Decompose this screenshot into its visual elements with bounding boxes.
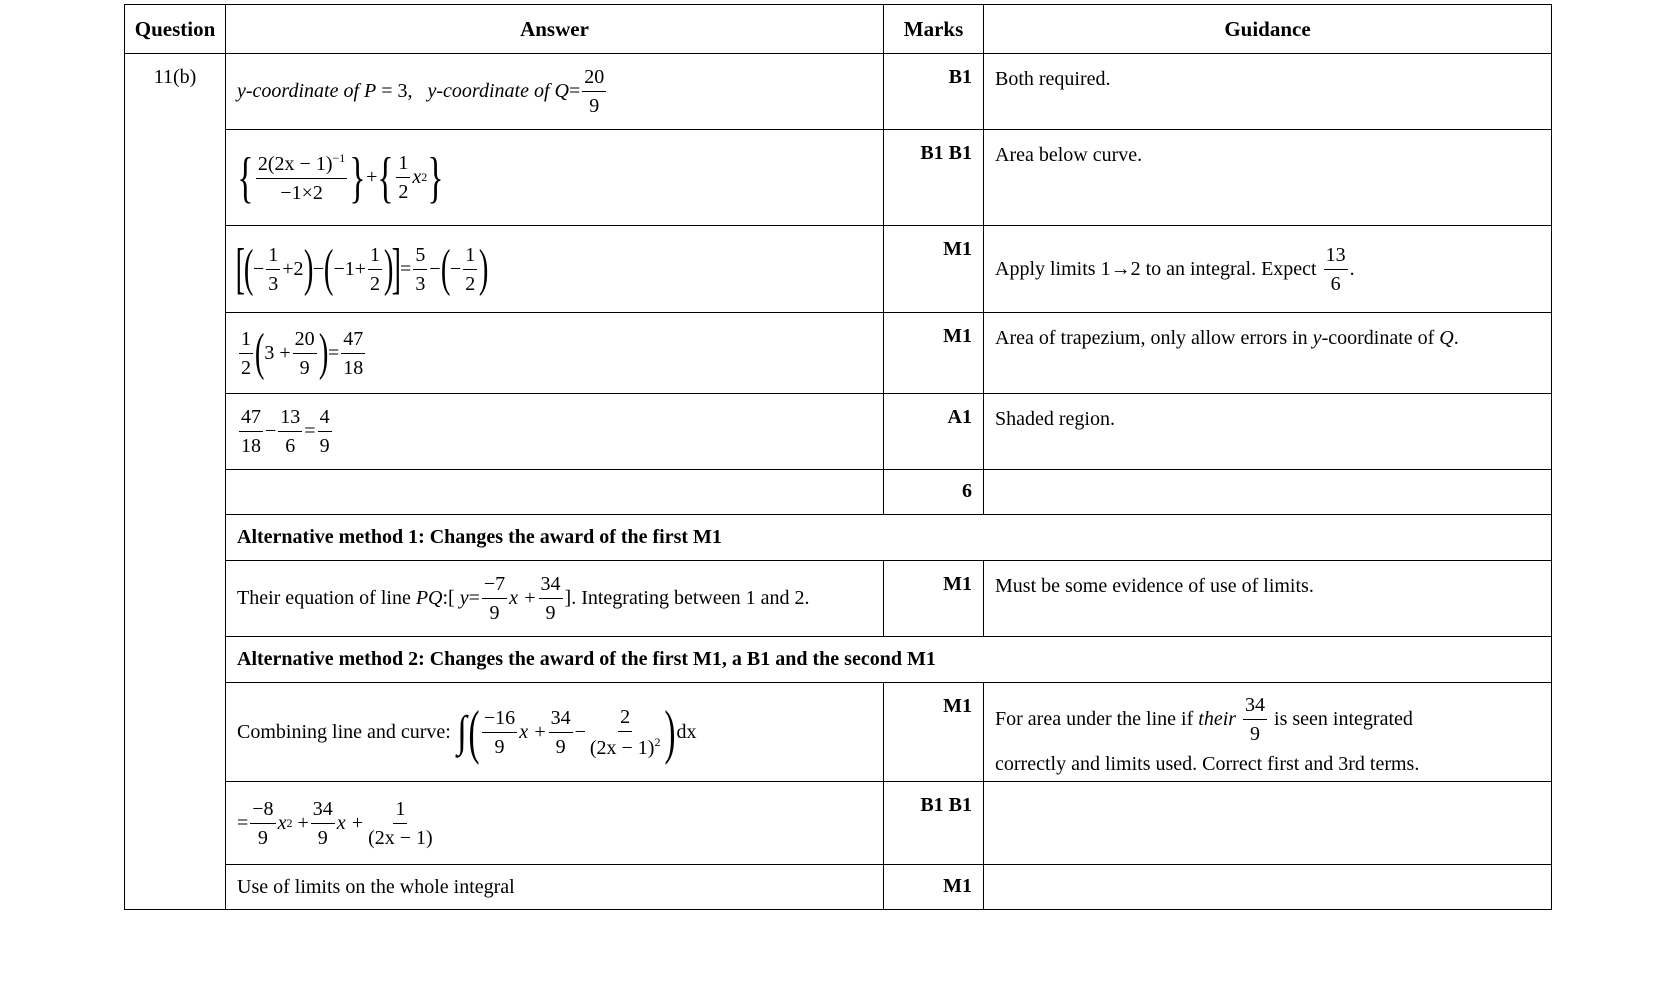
table-row [125, 130, 1552, 226]
fraction: $\frac{5}{3}$ [415, 243, 426, 295]
answer-text: y-coordinate of [427, 80, 550, 102]
fraction: $\frac{1}{(2x - 1)}$ [368, 797, 433, 849]
table-row [125, 313, 1552, 394]
table-row [125, 54, 1552, 130]
fraction: $\frac{-16}{9}$ [483, 706, 516, 758]
answer-text: y-coordinate of [237, 80, 360, 102]
answer-cell: Combining line and curve: ∫ ( $\frac{-16}{9}$ x + $\frac{34}{9}$ − $\frac{2}{(2x - 1)^2}$ ) dx [226, 683, 884, 782]
guidance-cell: Area below curve. [984, 130, 1552, 226]
table-row [125, 226, 1552, 313]
alternative-method-heading: Alternative method 1: Changes the award of the first M1 [226, 515, 1552, 561]
table-row [125, 470, 1552, 515]
header-question: Question [125, 5, 226, 54]
answer-var: Q [554, 80, 569, 102]
table-row [125, 683, 1552, 782]
marks-cell: B1 B1 [884, 782, 984, 865]
answer-cell: { $\frac{2(2x - 1)^{-1}}{-1\times 2}$ } + { $\frac{1}{2}$ x 2 } [226, 130, 884, 226]
answer-cell [226, 54, 884, 130]
fraction: $\frac{1}{3}$ [268, 243, 279, 295]
guidance-cell: For area under the line if their $\frac{34}{9}$ is seen integrated correctly and limits used. Correct first and 3rd terms. [984, 683, 1552, 782]
fraction: $\frac{-8}{9}$ [252, 797, 274, 849]
answer-cell: $\frac{47}{18}$ − $\frac{13}{6}$ = $\frac{4}{9}$ [226, 394, 884, 470]
guidance-cell [984, 470, 1552, 515]
fraction: $\frac{1}{2}$ [241, 327, 251, 379]
guidance-cell: Must be some evidence of use of limits. [984, 561, 1552, 637]
marks-cell: B1 B1 [884, 130, 984, 226]
table-row [125, 637, 1552, 683]
fraction: $\frac{34}{9}$ [1245, 693, 1266, 745]
guidance-cell: Apply limits 1→2 to an integral. Expect $\frac{13}{6}$ . [984, 226, 1552, 313]
marks-cell: M1 [884, 561, 984, 637]
table-row [125, 394, 1552, 470]
fraction: $\frac{1}{2}$ [398, 152, 409, 203]
marks-cell: M1 [884, 226, 984, 313]
answer-cell: = $\frac{-8}{9}$ x 2 + $\frac{34}{9}$ x + $\frac{1}{(2x - 1)}$ [226, 782, 884, 865]
guidance-cell [984, 865, 1552, 910]
guidance-cell: Both required. [984, 54, 1552, 130]
marks-cell: M1 [884, 683, 984, 782]
guidance-cell [984, 782, 1552, 865]
marks-total: 6 [884, 470, 984, 515]
marks-cell: M1 [884, 313, 984, 394]
fraction: $\frac{4}{9}$ [319, 406, 330, 457]
question-number: 11(b) [125, 54, 226, 910]
answer-text: = [568, 80, 581, 102]
table-row [125, 782, 1552, 865]
guidance-cell: Area of trapezium, only allow errors in y-coordinate of Q. [984, 313, 1552, 394]
answer-text: = 3, [381, 80, 413, 102]
fraction: $\frac{-7}{9}$ [483, 573, 506, 624]
marks-cell: A1 [884, 394, 984, 470]
fraction: $\frac{1}{2}$ [370, 243, 381, 295]
answer-text: + [366, 166, 378, 188]
fraction: $\frac{20}{9}$ [294, 327, 315, 379]
fraction: $\frac{2(2x - 1)^{-1}}{-1\times 2}$ [257, 151, 346, 204]
fraction: $\frac{13}{6}$ [1325, 243, 1346, 295]
fraction: $\frac{34}{9}$ [312, 797, 333, 849]
answer-var: P [364, 80, 377, 102]
answer-cell: Their equation of line PQ :[ y = $\frac{-7}{9}$ x + $\frac{34}{9}$ ]. Integrating between 1 and 2. [226, 561, 884, 637]
answer-cell: [ ( − $\frac{1}{3}$ +2 ) − ( −1+ $\frac{1}{2}$ ) ] = $\frac{5}{3}$ − ( − $\frac{1}{2}$ ) [226, 226, 884, 313]
guidance-cell: Shaded region. [984, 394, 1552, 470]
fraction: $\frac{20}{9}$ [584, 66, 605, 117]
header-marks: Marks [884, 5, 984, 54]
header-answer: Answer [226, 5, 884, 54]
fraction: $\frac{1}{2}$ [465, 243, 476, 295]
fraction: $\frac{47}{18}$ [241, 406, 261, 457]
marks-cell: B1 [884, 54, 984, 130]
table-row [125, 515, 1552, 561]
fraction: $\frac{34}{9}$ [540, 573, 561, 624]
answer-cell: $\frac{1}{2}$ ( 3 + $\frac{20}{9}$ ) = $\frac{47}{18}$ [226, 313, 884, 394]
header-row [125, 5, 1552, 54]
header-guidance: Guidance [984, 5, 1552, 54]
alternative-method-heading: Alternative method 2: Changes the award of the first M1, a B1 and the second M1 [226, 637, 1552, 683]
table-row [125, 865, 1552, 910]
marks-cell: M1 [884, 865, 984, 910]
fraction: $\frac{2}{(2x - 1)^2}$ [589, 705, 661, 759]
answer-cell: Use of limits on the whole integral [226, 865, 884, 910]
fraction: $\frac{13}{6}$ [280, 406, 301, 457]
mark-scheme-table [124, 4, 1552, 910]
fraction: $\frac{47}{18}$ [343, 327, 364, 379]
fraction: $\frac{34}{9}$ [550, 706, 571, 758]
table-row [125, 561, 1552, 637]
answer-var: x [412, 166, 422, 188]
answer-cell [226, 470, 884, 515]
